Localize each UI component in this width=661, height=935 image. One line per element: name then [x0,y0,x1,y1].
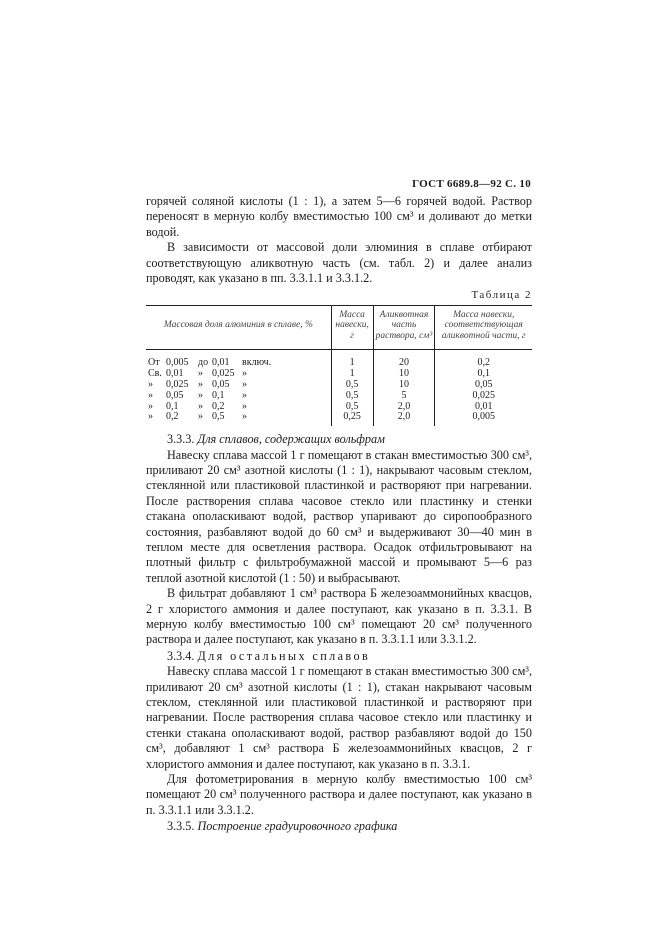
table-2 [146,305,532,426]
section-3-3-5-heading [146,819,532,834]
document-body [146,194,532,835]
cell-aliquot: 2,0 [373,412,435,426]
cell-range [146,350,331,369]
range-part: 0,05 [212,378,230,390]
section-3-3-3-heading [146,432,532,447]
cell-equivalent-mass: 0,2 [435,350,532,369]
range-part: » [148,400,153,412]
range-part: » [242,389,247,401]
cell-equivalent-mass: 0,1 [435,369,532,380]
range-part: 0,025 [212,368,235,380]
cell-sample-mass: 0,5 [331,391,373,402]
range-part: 0,01 [212,357,230,369]
section-3-3-4-heading [146,649,532,664]
cell-sample-mass: 0,25 [331,412,373,426]
header-aluminium-fraction: Массовая доля алюминия в сплаве, % [146,305,331,350]
cell-sample-mass: 1 [331,369,373,380]
paragraph-3: Навеску сплава массой 1 г помещают в стакан вместимостью 300 см³, приливают 20 см³ азотной кислоты (1 : 1), накрывают часовым стеклом, стеклянной или пластиковой пластинкой и растворяют при нагревании. После растворения сплава часовое стекло или пластинку и стенки стакана ополаскивают водой, раствор упаривают до сиропообразного состояния, разбавляют водой до 60 см³ и выдерживают 30—40 мин в теплом месте для осветления раствора. Осадок отфильтровывают на плотный фильтр с фильтробумажной массой и промывают 5—6 раз теплой азотной кислотой (1 : 50) и выбрасывают. [146,447,532,585]
range-part: От [148,357,160,369]
paragraph-6: Для фотометрирования в мерную колбу вместимостью 100 см³ помещают 20 см³ полученного раствора и далее поступают, как указано в п. 3.3.1.1 или 3.3.1.2. [146,772,532,817]
range-part: » [148,378,153,390]
range-part: 0,5 [212,411,225,423]
section-number: 3.3.4. [167,648,195,663]
range-part: » [198,400,203,412]
cell-aliquot: 5 [373,391,435,402]
cell-equivalent-mass: 0,025 [435,391,532,402]
paragraph-4: В фильтрат добавляют 1 см³ раствора Б железоаммонийных квасцов, 2 г хлористого аммония и далее поступают, как указано в п. 3.3.1. В мерную колбу вместимостью 100 см³ помещают 20 см³ полученного раствора и далее поступают, как указано в п. 3.3.1.1 или 3.3.1.2. [146,586,532,647]
paragraph-1: горячей соляной кислоты (1 : 1), а затем 5—6 горячей водой. Раствор переносят в мерную колбу вместимостью 100 см³ и доливают до метки водой. [146,194,532,239]
range-part: » [148,411,153,423]
range-part: » [198,411,203,423]
range-part: 0,1 [212,389,225,401]
section-number: 3.3.3. [167,432,195,447]
range-part: » [198,389,203,401]
range-part: 0,05 [166,389,184,401]
range-part: 0,005 [166,357,189,369]
range-part: до [198,357,209,369]
cell-sample-mass: 0,5 [331,402,373,413]
table-row [146,412,532,426]
section-title: Для сплавов, содержащих вольфрам [197,432,385,447]
page-header: ГОСТ 6689.8—92 С. 10 [412,178,531,190]
cell-sample-mass: 1 [331,350,373,369]
cell-equivalent-mass: 0,01 [435,402,532,413]
range-part: » [242,368,247,380]
section-title: Построение градуировочного графика [197,819,398,834]
header-equivalent-mass: Масса навески, соответствующая аликвотной части, г [435,305,532,350]
range-part: 0,025 [166,378,189,390]
header-sample-mass: Масса навески, г [331,305,373,350]
table-body [146,350,532,426]
cell-sample-mass: 0,5 [331,380,373,391]
cell-aliquot: 2,0 [373,402,435,413]
cell-aliquot: 10 [373,380,435,391]
range-part: » [242,400,247,412]
range-part: » [148,389,153,401]
range-part: Св. [148,368,162,380]
cell-range [146,391,331,402]
range-part: 0,01 [166,368,184,380]
range-part: 0,2 [166,411,179,423]
table-row [146,350,532,369]
table-row [146,391,532,402]
range-part: » [198,368,203,380]
cell-equivalent-mass: 0,05 [435,380,532,391]
cell-aliquot: 20 [373,350,435,369]
table-caption: Таблица 2 [471,289,532,302]
section-title: Для остальных сплавов [197,648,371,663]
range-part: » [242,411,247,423]
section-number: 3.3.5. [167,819,195,834]
paragraph-5: Навеску сплава массой 1 г помещают в стакан вместимостью 300 см³, приливают 20 см³ азотной кислоты (1 : 1), стакан накрывают часовым стеклом, стеклянной или пластиковой пластинкой и растворяют при нагревании. После растворения сплава часовое стекло или пластинку и стенки стакана ополаскивают водой, раствор разбавляют водой до 150 см³, добавляют 1 см³ раствора Б железоаммонийных квасцов, 2 г хлористого аммония и далее поступают, как указано в п. 3.3.1. [146,664,532,771]
range-part: » [198,378,203,390]
range-part: 0,1 [166,400,179,412]
cell-equivalent-mass: 0,005 [435,412,532,426]
range-part: включ. [242,357,272,369]
range-part: » [242,378,247,390]
paragraph-2: В зависимости от массовой доли элюминия в сплаве отбирают соответствующую аликвотную часть (см. табл. 2) и далее анализ проводят, как указано в пп. 3.3.1.1 и 3.3.1.2. [146,240,532,286]
cell-range [146,412,331,426]
range-part: 0,2 [212,400,225,412]
header-aliquot: Аликвотная часть раствора, см³ [373,305,435,350]
cell-aliquot: 10 [373,369,435,380]
